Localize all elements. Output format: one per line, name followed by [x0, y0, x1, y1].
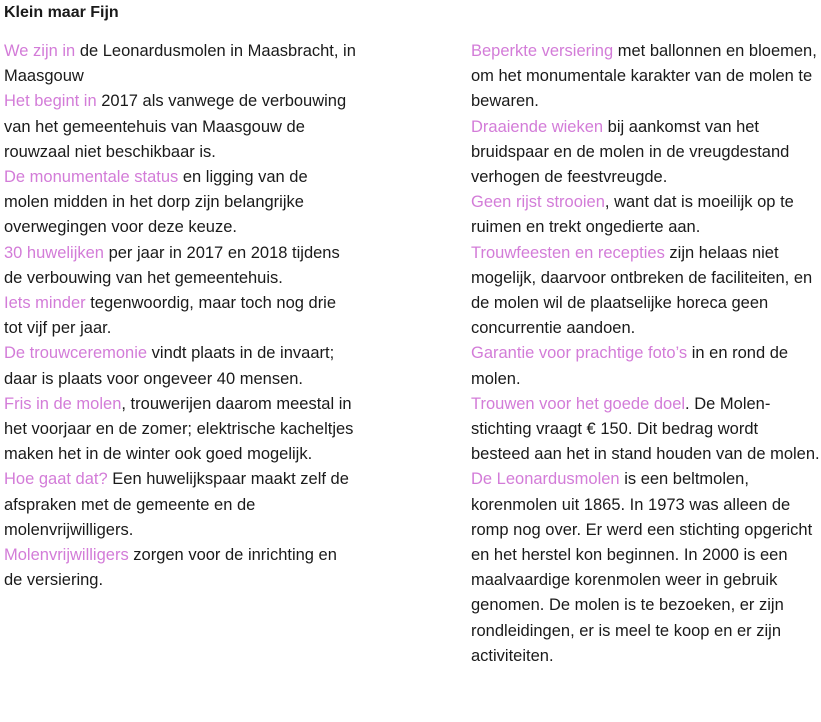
- paragraph-start: [4, 89, 356, 165]
- paragraph-text: per jaar in 2017 en 2018 tijdens de verbouwing van het gemeentehuis.: [4, 243, 340, 287]
- paragraph-text: is een beltmolen, korenmolen uit 1865. In 1973 was alleen de romp nog over. Er werd een stichting opgericht en het herstel kon beginnen. In 2000 is een maalvaardige korenmolen weer in gebruik genomen. De molen is te bezoeken, er zijn rondleidingen, er is meel te koop en er zijn activiteiten.: [471, 470, 813, 665]
- paragraph-lead: 30 huwelijken: [4, 243, 104, 262]
- paragraph-text: met ballonnen en bloemen, om het monumentale karakter van de molen te bewaren.: [471, 42, 817, 111]
- paragraph-monument-status: [4, 165, 356, 241]
- paragraph-lead: Trouwfeesten en recepties: [471, 243, 665, 262]
- paragraph-lead: Het begint in: [4, 92, 97, 111]
- paragraph-lead: De Leonardusmolen: [471, 470, 620, 489]
- paragraph-good-cause: [471, 392, 821, 468]
- paragraph-lead: Molenvrijwilligers: [4, 546, 129, 565]
- paragraph-fresh: [4, 392, 356, 468]
- paragraph-lead: Hoe gaat dat?: [4, 470, 108, 489]
- paragraph-lead: Garantie voor prachtige foto’s: [471, 344, 688, 363]
- paragraph-weddings-count: [4, 241, 356, 291]
- paragraph-text: . De Molen-stichting vraagt € 150. Dit bedrag wordt besteed aan het in stand houden van de molen.: [471, 394, 820, 464]
- paragraph-text: , want dat is moeilijk op te ruimen en trekt ongedierte aan.: [471, 193, 794, 237]
- paragraph-no-rice: [471, 190, 821, 240]
- paragraph-receptions: [471, 241, 821, 342]
- paragraph-lead: Trouwen voor het goede doel: [471, 394, 686, 413]
- paragraph-text: bij aankomst van het bruidspaar en de molen in de vreugdestand verhogen de feestvreugde.: [471, 117, 790, 187]
- paragraph-text: tegenwoordig, maar toch nog drie tot vijf per jaar.: [4, 294, 337, 338]
- paragraph-lead: Beperkte versiering: [471, 42, 614, 60]
- paragraph-lead: Fris in de molen: [4, 394, 122, 413]
- paragraph-text: , trouwerijen daarom meestal in het voorjaar en de zomer; elektrische kacheltjes maken het in de winter ook goed mogelijk.: [4, 394, 354, 464]
- paragraph-text: Een huwelijkspaar maakt zelf de afspraken met de gemeente en de molenvrijwilligers.: [4, 470, 349, 539]
- paragraph-lead: Draaiende wieken: [471, 117, 604, 136]
- paragraph-fewer-now: [4, 291, 356, 341]
- left-column: [4, 39, 356, 593]
- paragraph-lead: De trouwceremonie: [4, 344, 148, 363]
- paragraph-lead: Iets minder: [4, 294, 86, 313]
- paragraph-location: [4, 39, 356, 89]
- page-title: Klein maar Fijn: [4, 4, 119, 21]
- paragraph-sails: [471, 115, 821, 191]
- paragraph-text: in en rond de molen.: [471, 344, 789, 388]
- paragraph-decoration: [471, 39, 821, 115]
- paragraph-lead: Geen rijst strooien: [471, 193, 605, 212]
- paragraph-text: vindt plaats in de invaart; daar is plaats voor ongeveer 40 mensen.: [4, 344, 335, 388]
- paragraph-how: [4, 467, 356, 543]
- right-column: [471, 39, 821, 669]
- paragraph-text: zorgen voor de inrichting en de versiering.: [4, 546, 337, 590]
- paragraph-text: 2017 als vanwege de verbouwing van het gemeentehuis van Maasgouw de rouwzaal niet beschikbaar is.: [4, 92, 347, 161]
- paragraph-photos: [471, 341, 821, 391]
- paragraph-leonardusmolen: [471, 467, 821, 669]
- paragraph-ceremony: [4, 341, 356, 391]
- paragraph-lead: We zijn in: [4, 42, 76, 60]
- paragraph-text: en ligging van de molen midden in het dorp zijn belangrijke overwegingen voor deze keuze.: [4, 168, 308, 237]
- paragraph-volunteers: [4, 543, 356, 593]
- paragraph-lead: De monumentale status: [4, 168, 179, 187]
- paragraph-text: de Leonardusmolen in Maasbracht, in Maasgouw: [4, 42, 356, 86]
- paragraph-text: zijn helaas niet mogelijk, daarvoor ontbreken de faciliteiten, en de molen wil de plaatselijke horeca geen concurrentie aandoen.: [471, 243, 813, 338]
